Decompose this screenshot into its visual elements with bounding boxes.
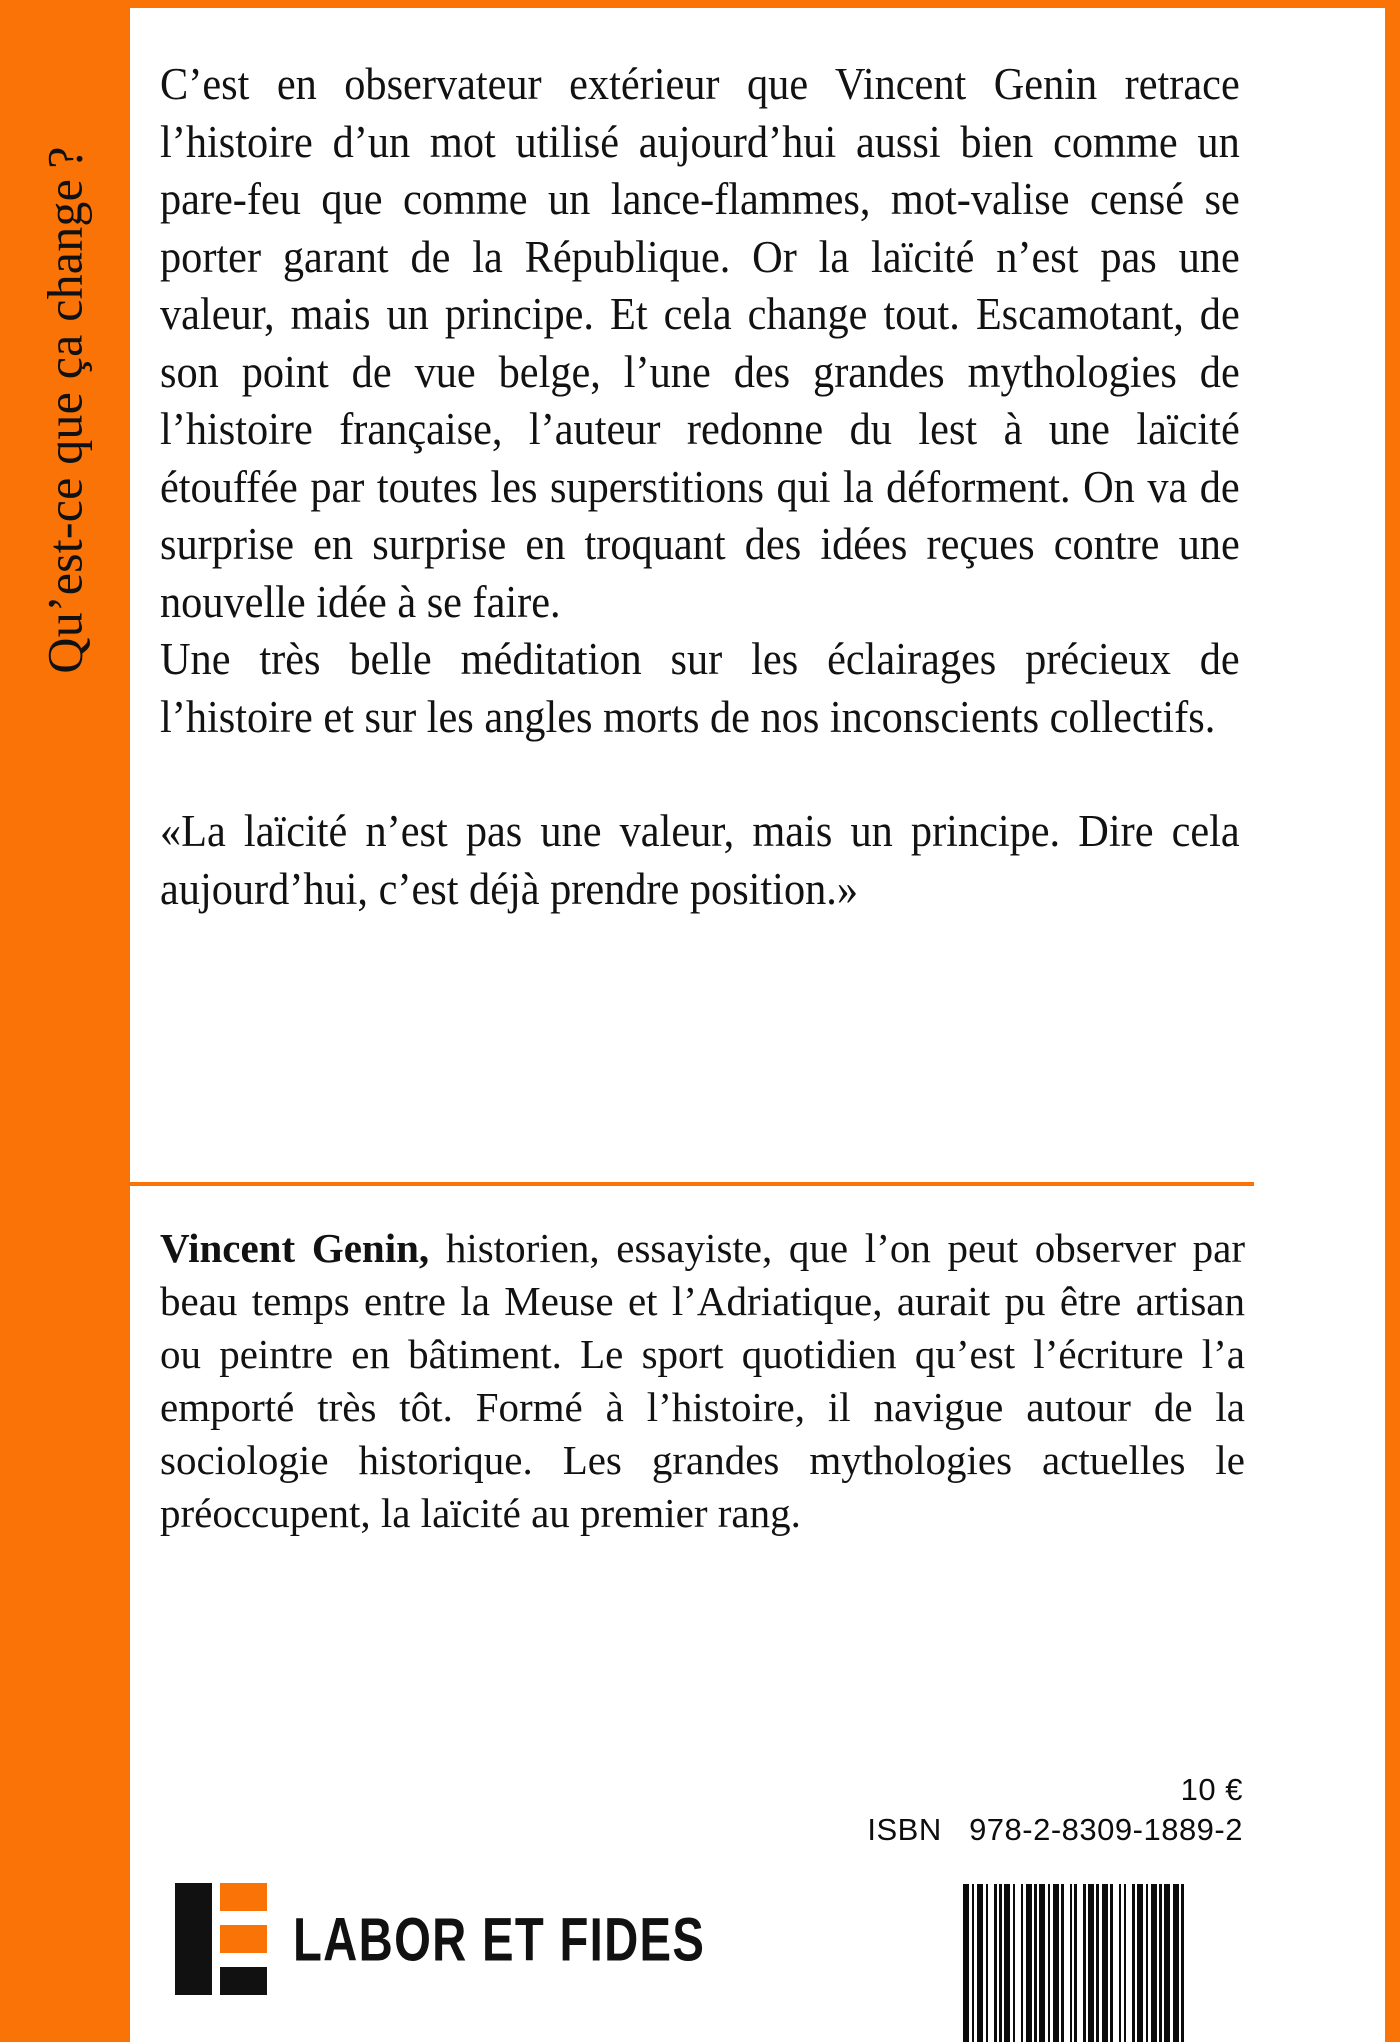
publisher-name: LABOR ET FIDES [293, 1904, 706, 1974]
blurb-quote: «La laïcité n’est pas une valeur, mais un principe. Dire cela aujourd’hui, c’est déjà prendre position.» [160, 805, 1240, 914]
author-bio-paragraph [160, 1222, 1245, 1540]
logo-vertical-bar [175, 1883, 212, 1995]
author-bio-block [160, 1222, 1245, 1540]
author-name: Vincent Genin, [160, 1225, 430, 1271]
price-and-isbn-block [867, 1770, 1243, 1850]
publisher-block [175, 1883, 772, 1995]
logo-bar-top [220, 1883, 267, 1911]
isbn-label: ISBN 978-2-8309-1889-2 [867, 1812, 1243, 1847]
barcode-icon [963, 1884, 1245, 2042]
series-title-vertical [0, 0, 130, 820]
author-bio-text: historien, essayiste, que l’on peut observer par beau temps entre la Meuse et l’Adriatique, aurait pu être artisan ou peintre en bâtiment. Le sport quotidien qu’est l’écriture l’a emporté très tôt. Formé à l’histoire, il navigue autour de la sociologie historique. Les grandes mythologies actuelles le préoccupent, la laïcité au premier rang. [160, 1225, 1246, 1536]
labor-et-fides-logo-icon [175, 1883, 267, 1995]
blurb-paragraph-1: C’est en observateur extérieur que Vincent Genin retrace l’histoire d’un mot utilisé aujourd’hui aussi bien comme un pare-feu que comme un lance-flammes, mot-valise censé se porter garant de la République. Or la laïcité n’est pas une valeur, mais un principe. Et cela change tout. Escamotant, de son point de vue belge, l’une des grandes mythologies de l’histoire française, l’auteur redonne du lest à une laïcité étouffée par toutes les superstitions qui la déforment. On va de surprise en surprise en troquant des idées reçues contre une nouvelle idée à se faire. [160, 58, 1240, 627]
logo-bar-middle [220, 1925, 267, 1953]
blurb-paragraph-2: Une très belle méditation sur les éclairages précieux de l’histoire et sur les angles morts de nos inconscients collectifs. [160, 633, 1240, 742]
barcode-stripe [1184, 1884, 1186, 2042]
series-title-text: Qu’est-ce que ça change ? [37, 146, 94, 674]
logo-bar-bottom [220, 1967, 267, 1995]
section-separator [130, 1182, 1254, 1186]
price-label: 10 € [1180, 1772, 1243, 1807]
blurb-block [160, 55, 1240, 917]
